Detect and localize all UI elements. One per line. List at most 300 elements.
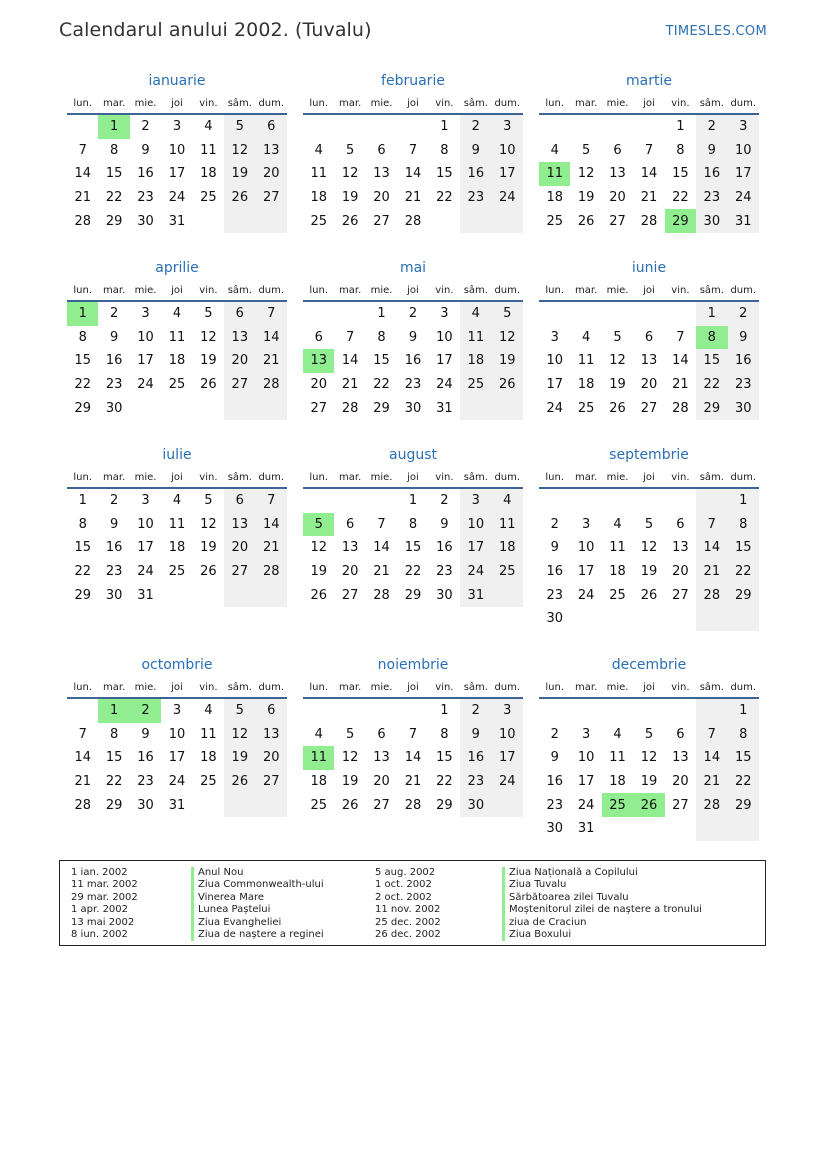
day-cell: 19: [577, 190, 595, 206]
empty-cell: [67, 698, 98, 723]
day-cell: 5: [345, 142, 355, 158]
day-cell: 26: [492, 373, 523, 397]
day-cell: 8: [109, 726, 119, 742]
day-cell: 16: [105, 353, 123, 369]
day-cell: 26: [224, 186, 255, 210]
weekday-header: mie.: [602, 468, 633, 488]
weekday-header: lun.: [67, 281, 98, 301]
day-cell: 2: [550, 726, 559, 742]
day-cell: 21: [404, 190, 422, 206]
empty-cell: [492, 583, 523, 607]
day-cell: 13: [224, 513, 255, 537]
legend-date: 1 oct. 2002: [375, 879, 432, 891]
legend-date: 29 mar. 2002: [71, 891, 138, 903]
day-cell: 10: [137, 516, 154, 532]
day-cell: 14: [404, 750, 422, 766]
legend-holiday-name: Ziua de naștere a reginei: [191, 929, 324, 941]
day-cell: 10: [492, 723, 523, 747]
weekday-header: vin.: [665, 678, 696, 698]
month-table: [67, 678, 287, 817]
holiday-day-cell: 29: [665, 209, 696, 233]
day-cell: 15: [74, 353, 91, 369]
day-cell: 31: [436, 400, 453, 416]
day-cell: 24: [137, 564, 154, 580]
weekday-header: sâm.: [224, 468, 255, 488]
weekday-header: vin.: [193, 468, 224, 488]
day-cell: 28: [672, 400, 689, 416]
day-cell: 3: [728, 114, 759, 139]
day-cell: 11: [168, 516, 186, 532]
day-cell: 10: [460, 513, 491, 537]
day-cell: 31: [460, 583, 491, 607]
day-cell: 21: [373, 564, 390, 580]
month-name: noiembrie: [377, 657, 449, 673]
empty-cell: [492, 793, 523, 817]
weekday-header: lun.: [539, 94, 570, 114]
day-cell: 13: [672, 540, 689, 556]
holiday-day-cell: 1: [98, 698, 129, 723]
day-cell: 11: [492, 513, 523, 537]
day-cell: 6: [676, 726, 685, 742]
day-cell: 3: [460, 488, 491, 513]
month-table: [303, 281, 523, 420]
empty-cell: [256, 793, 287, 817]
day-cell: 4: [613, 516, 622, 532]
empty-cell: [397, 698, 428, 723]
day-cell: 30: [460, 793, 491, 817]
holiday-day-cell: 13: [303, 349, 334, 373]
day-cell: 16: [105, 540, 123, 556]
day-cell: 12: [224, 723, 255, 747]
day-cell: 1: [728, 698, 759, 723]
day-cell: 17: [168, 750, 186, 766]
day-cell: 24: [137, 377, 154, 393]
empty-cell: [633, 607, 664, 631]
day-cell: 12: [200, 516, 217, 532]
day-cell: 28: [373, 587, 390, 603]
day-cell: 24: [577, 797, 595, 813]
day-cell: 10: [168, 726, 186, 742]
day-cell: 11: [609, 540, 626, 556]
day-cell: 31: [137, 587, 154, 603]
day-cell: 23: [546, 797, 563, 813]
day-cell: 15: [105, 166, 123, 182]
weekday-header: dum.: [256, 94, 287, 114]
weekday-header: lun.: [303, 678, 334, 698]
day-cell: 16: [460, 746, 491, 770]
day-cell: 22: [404, 564, 422, 580]
legend-date: 1 apr. 2002: [71, 904, 129, 916]
month-table: [539, 468, 759, 631]
weekday-header: vin.: [429, 94, 460, 114]
day-cell: 26: [577, 213, 595, 229]
empty-cell: [633, 488, 664, 513]
day-cell: 19: [341, 190, 359, 206]
day-cell: 7: [408, 726, 418, 742]
day-cell: 26: [341, 213, 359, 229]
day-cell: 12: [310, 540, 327, 556]
day-cell: 2: [408, 306, 418, 322]
day-cell: 16: [728, 349, 759, 373]
page-title: Calendarul anului 2002. (Tuvalu): [59, 19, 372, 41]
day-cell: 21: [696, 770, 727, 794]
day-cell: 9: [696, 139, 727, 163]
weekday-header: mie.: [602, 678, 633, 698]
day-cell: 29: [105, 797, 123, 813]
empty-cell: [303, 488, 334, 513]
day-cell: 3: [172, 119, 182, 135]
day-cell: 2: [550, 516, 559, 532]
day-cell: 25: [310, 797, 327, 813]
day-cell: 8: [377, 329, 386, 345]
day-cell: 24: [436, 377, 453, 393]
legend-date: 1 ian. 2002: [71, 867, 128, 878]
day-cell: 6: [377, 726, 386, 742]
day-cell: 10: [436, 329, 453, 345]
day-cell: 28: [640, 213, 658, 229]
day-cell: 11: [200, 142, 217, 158]
day-cell: 30: [696, 209, 727, 233]
weekday-header: lun.: [539, 678, 570, 698]
day-cell: 26: [310, 587, 327, 603]
month-name: martie: [626, 73, 672, 89]
day-cell: 28: [74, 797, 91, 813]
empty-cell: [256, 209, 287, 233]
holiday-day-cell: 1: [67, 301, 98, 326]
empty-cell: [602, 607, 633, 631]
day-cell: 4: [314, 142, 323, 158]
legend-holiday-name: Ziua Evangheliei: [191, 917, 324, 929]
weekday-header: mie.: [602, 281, 633, 301]
empty-cell: [539, 488, 570, 513]
day-cell: 4: [204, 703, 213, 719]
day-cell: 26: [224, 770, 255, 794]
day-cell: 13: [256, 139, 287, 163]
weekday-header: sâm.: [224, 281, 255, 301]
day-cell: 15: [373, 353, 390, 369]
day-cell: 17: [460, 536, 491, 560]
day-cell: 28: [256, 560, 287, 584]
day-cell: 26: [341, 797, 359, 813]
day-cell: 27: [609, 213, 626, 229]
day-cell: 30: [546, 821, 563, 837]
weekday-header: mie.: [602, 94, 633, 114]
weekday-header: joi: [397, 94, 428, 114]
weekday-header: sâm.: [696, 281, 727, 301]
legend-holiday-name: Ziua Națională a Copilului: [502, 867, 702, 879]
weekday-header: dum.: [492, 678, 523, 698]
day-cell: 7: [78, 142, 87, 158]
day-cell: 25: [546, 213, 563, 229]
day-cell: 30: [728, 396, 759, 420]
empty-cell: [460, 209, 491, 233]
legend-holiday-name: Lunea Paștelui: [191, 904, 324, 916]
month-table: [67, 468, 287, 607]
empty-cell: [224, 583, 255, 607]
day-cell: 14: [696, 536, 727, 560]
day-cell: 15: [672, 166, 689, 182]
empty-cell: [633, 698, 664, 723]
day-cell: 5: [204, 306, 213, 322]
weekday-header: lun.: [303, 468, 334, 488]
empty-cell: [602, 698, 633, 723]
day-cell: 30: [404, 400, 422, 416]
weekday-header: lun.: [303, 94, 334, 114]
day-cell: 27: [341, 587, 359, 603]
day-cell: 28: [696, 793, 727, 817]
empty-cell: [602, 301, 633, 326]
day-cell: 16: [460, 162, 491, 186]
empty-cell: [193, 793, 224, 817]
weekday-header: mar.: [570, 94, 601, 114]
day-cell: 15: [696, 349, 727, 373]
day-cell: 22: [436, 774, 453, 790]
empty-cell: [539, 698, 570, 723]
month-12: [539, 655, 759, 841]
day-cell: 9: [109, 329, 119, 345]
day-cell: 29: [373, 400, 390, 416]
day-cell: 2: [109, 493, 119, 509]
day-cell: 9: [460, 723, 491, 747]
month-name: decembrie: [611, 657, 687, 673]
day-cell: 27: [640, 400, 658, 416]
day-cell: 28: [404, 213, 422, 229]
month-name: mai: [399, 260, 427, 276]
empty-cell: [633, 817, 664, 841]
empty-cell: [696, 607, 727, 631]
legend-date: 26 dec. 2002: [375, 928, 441, 940]
day-cell: 21: [404, 774, 422, 790]
day-cell: 11: [609, 750, 626, 766]
empty-cell: [539, 114, 570, 139]
weekday-header: sâm.: [460, 281, 491, 301]
day-cell: 7: [676, 329, 685, 345]
month-table: [303, 468, 523, 607]
month-3: [539, 71, 759, 233]
weekday-header: dum.: [256, 678, 287, 698]
day-cell: 27: [224, 373, 255, 397]
day-cell: 17: [577, 774, 595, 790]
day-cell: 31: [577, 821, 595, 837]
empty-cell: [602, 114, 633, 139]
day-cell: 6: [345, 516, 355, 532]
day-cell: 22: [728, 770, 759, 794]
weekday-header: lun.: [539, 468, 570, 488]
empty-cell: [193, 583, 224, 607]
day-cell: 8: [440, 142, 449, 158]
day-cell: 4: [581, 329, 591, 345]
day-cell: 27: [373, 797, 390, 813]
day-cell: 15: [74, 540, 91, 556]
day-cell: 19: [492, 349, 523, 373]
day-cell: 12: [341, 750, 359, 766]
empty-cell: [570, 301, 601, 326]
weekday-header: sâm.: [696, 94, 727, 114]
month-name: februarie: [381, 73, 445, 89]
day-cell: 4: [550, 142, 559, 158]
weekday-header: vin.: [429, 678, 460, 698]
day-cell: 12: [341, 166, 359, 182]
day-cell: 26: [640, 587, 658, 603]
day-cell: 18: [609, 564, 626, 580]
day-cell: 17: [577, 564, 595, 580]
day-cell: 17: [492, 162, 523, 186]
month-name: iulie: [162, 447, 192, 463]
day-cell: 28: [696, 583, 727, 607]
day-cell: 3: [492, 114, 523, 139]
month-8: [303, 445, 523, 607]
day-cell: 23: [105, 377, 123, 393]
day-cell: 27: [256, 770, 287, 794]
day-cell: 12: [224, 139, 255, 163]
day-cell: 18: [492, 536, 523, 560]
legend-holiday-name: Ziua Commonwealth-ului: [191, 879, 324, 891]
day-cell: 29: [105, 213, 123, 229]
day-cell: 5: [204, 493, 213, 509]
weekday-header: joi: [633, 94, 664, 114]
legend-date: 11 nov. 2002: [375, 904, 441, 916]
day-cell: 25: [168, 564, 186, 580]
day-cell: 27: [672, 797, 689, 813]
legend-dates-right: [375, 867, 441, 941]
weekday-header: sâm.: [696, 678, 727, 698]
day-cell: 1: [440, 703, 449, 719]
empty-cell: [334, 301, 365, 326]
day-cell: 23: [436, 564, 453, 580]
day-cell: 22: [74, 377, 91, 393]
month-name: aprilie: [155, 260, 199, 276]
weekday-header: lun.: [303, 281, 334, 301]
weekday-header: sâm.: [460, 678, 491, 698]
weekday-header: mar.: [570, 468, 601, 488]
day-cell: 20: [373, 190, 390, 206]
day-cell: 16: [546, 774, 563, 790]
day-cell: 20: [341, 564, 359, 580]
day-cell: 27: [672, 587, 689, 603]
day-cell: 16: [404, 353, 422, 369]
weekday-header: mie.: [366, 468, 397, 488]
day-cell: 17: [137, 540, 154, 556]
legend-names-left: [191, 867, 324, 941]
day-cell: 11: [200, 726, 217, 742]
day-cell: 25: [168, 377, 186, 393]
day-cell: 9: [109, 516, 119, 532]
day-cell: 6: [377, 142, 386, 158]
brand-logo-link[interactable]: TIMESLES.COM: [665, 24, 767, 39]
day-cell: 19: [609, 377, 626, 393]
day-cell: 8: [728, 723, 759, 747]
legend-holiday-name: Vinerea Mare: [191, 892, 324, 904]
day-cell: 15: [436, 750, 453, 766]
month-name: septembrie: [609, 447, 689, 463]
day-cell: 27: [224, 560, 255, 584]
weekday-header: sâm.: [696, 468, 727, 488]
weekday-header: vin.: [193, 678, 224, 698]
day-cell: 5: [613, 329, 622, 345]
weekday-header: sâm.: [460, 94, 491, 114]
weekday-header: vin.: [665, 468, 696, 488]
day-cell: 2: [141, 119, 150, 135]
day-cell: 19: [640, 774, 658, 790]
day-cell: 17: [728, 162, 759, 186]
day-cell: 18: [200, 750, 217, 766]
day-cell: 1: [408, 493, 418, 509]
empty-cell: [728, 817, 759, 841]
day-cell: 12: [200, 329, 217, 345]
day-cell: 11: [577, 353, 595, 369]
day-cell: 3: [581, 516, 591, 532]
day-cell: 22: [728, 560, 759, 584]
day-cell: 30: [137, 797, 154, 813]
day-cell: 1: [728, 488, 759, 513]
day-cell: 14: [341, 353, 359, 369]
day-cell: 13: [373, 166, 390, 182]
day-cell: 20: [310, 377, 327, 393]
month-7: [67, 445, 287, 607]
day-cell: 24: [168, 774, 186, 790]
day-cell: 12: [640, 540, 658, 556]
holiday-day-cell: 25: [602, 793, 633, 817]
day-cell: 15: [728, 746, 759, 770]
day-cell: 14: [404, 166, 422, 182]
legend-date: 2 oct. 2002: [375, 891, 432, 903]
day-cell: 2: [460, 698, 491, 723]
weekday-header: dum.: [728, 94, 759, 114]
day-cell: 19: [224, 162, 255, 186]
empty-cell: [665, 607, 696, 631]
day-cell: 25: [200, 774, 217, 790]
day-cell: 24: [546, 400, 563, 416]
day-cell: 4: [314, 726, 323, 742]
day-cell: 23: [137, 774, 154, 790]
weekday-header: mar.: [334, 678, 365, 698]
day-cell: 25: [310, 213, 327, 229]
day-cell: 7: [256, 301, 287, 326]
day-cell: 3: [581, 726, 591, 742]
day-cell: 4: [460, 301, 491, 326]
day-cell: 3: [440, 306, 449, 322]
holiday-day-cell: 11: [539, 162, 570, 186]
weekday-header: joi: [633, 678, 664, 698]
weekday-header: mar.: [98, 281, 129, 301]
holiday-day-cell: 2: [130, 698, 161, 723]
legend-dates-left: [71, 867, 138, 941]
weekday-header: dum.: [256, 468, 287, 488]
empty-cell: [256, 583, 287, 607]
day-cell: 24: [492, 770, 523, 794]
day-cell: 4: [492, 488, 523, 513]
day-cell: 22: [105, 190, 123, 206]
weekday-header: joi: [161, 94, 192, 114]
day-cell: 23: [728, 373, 759, 397]
day-cell: 10: [168, 142, 186, 158]
day-cell: 13: [672, 750, 689, 766]
day-cell: 21: [74, 774, 91, 790]
day-cell: 29: [74, 587, 91, 603]
weekday-header: joi: [397, 281, 428, 301]
weekday-header: dum.: [256, 281, 287, 301]
day-cell: 20: [672, 774, 689, 790]
weekday-header: mar.: [98, 468, 129, 488]
empty-cell: [602, 488, 633, 513]
weekday-header: joi: [161, 678, 192, 698]
empty-cell: [570, 607, 601, 631]
day-cell: 18: [168, 353, 186, 369]
weekday-header: mar.: [334, 94, 365, 114]
day-cell: 23: [696, 186, 727, 210]
weekday-header: lun.: [67, 94, 98, 114]
day-cell: 20: [224, 536, 255, 560]
